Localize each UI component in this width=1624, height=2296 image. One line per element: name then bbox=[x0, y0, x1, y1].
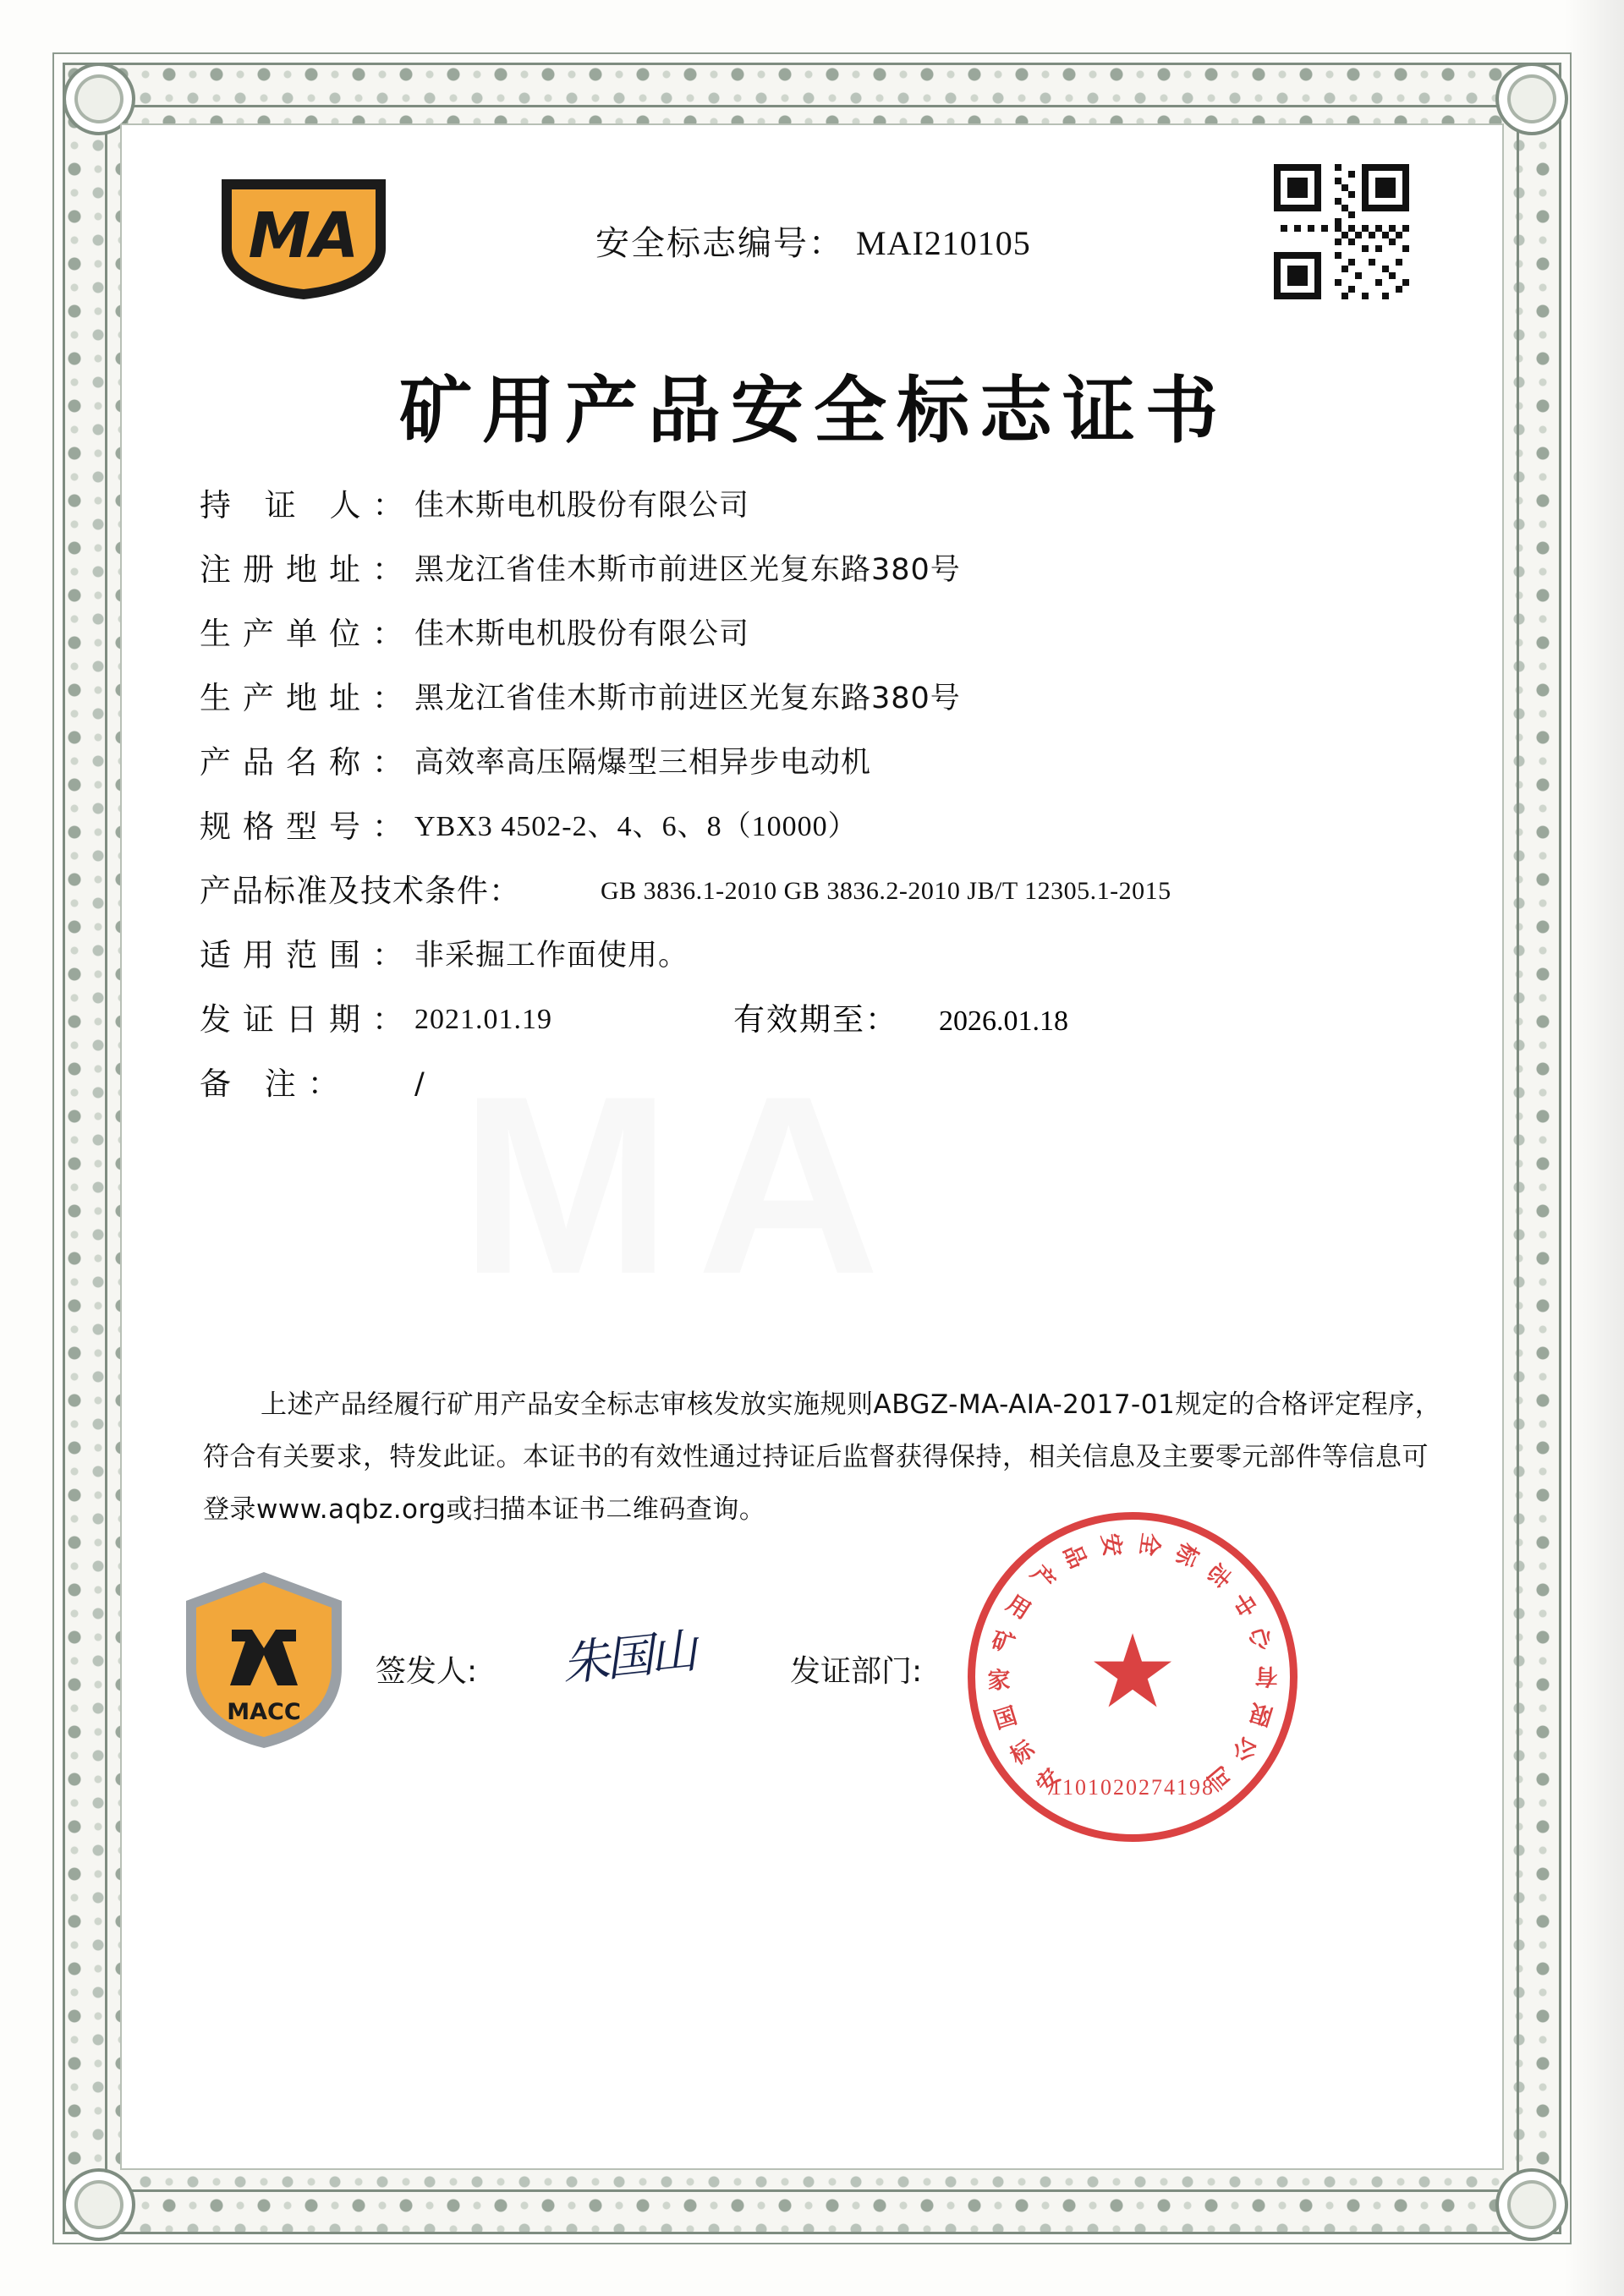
statement-paragraph: 上述产品经履行矿用产品安全标志审核发放实施规则ABGZ-MA-AIA-2017-01规定的合格评定程序，符合有关要求，特发此证。本证书的有效性通过持证后监督获得保持，相关信息及主要零元部件等信息可登录www.aqbz.org或扫描本证书二维码查询。 bbox=[203, 1389, 1442, 1525]
certificate-number-value: MAI210105 bbox=[856, 224, 1031, 262]
field-value-product-name: 高效率高压隔爆型三相异步电动机 bbox=[414, 746, 872, 780]
corner-medallion-bottom-left bbox=[63, 2168, 135, 2241]
field-row-registered-address bbox=[200, 538, 1443, 602]
field-row-scope bbox=[200, 923, 1443, 988]
field-value-manufacturer: 佳木斯电机股份有限公司 bbox=[414, 617, 750, 651]
issuing-department-label: 发证部门: bbox=[790, 1654, 923, 1689]
field-label-manufacturer: 生产单位： bbox=[200, 616, 415, 652]
field-value-standards: GB 3836.1-2010 GB 3836.2-2010 JB/T 12305.1-2015 bbox=[601, 877, 1171, 905]
field-label-standards: 产品标准及技术条件： bbox=[200, 873, 521, 909]
seal-ring-text: 安 标 国 家 矿 用 产 品 安 全 标 志 中 心 有 限 公 司 bbox=[987, 1531, 1278, 1799]
seal-star-icon: ★ bbox=[1087, 1616, 1178, 1729]
field-value-registered-address: 黑龙江省佳木斯市前进区光复东路380号 bbox=[414, 553, 961, 587]
field-label-model: 规格型号： bbox=[200, 808, 415, 845]
page-title: 矿用产品安全标志证书 bbox=[399, 368, 1228, 453]
field-row-dates bbox=[200, 988, 1443, 1052]
certificate-number-label: 安全标志编号： bbox=[595, 224, 844, 262]
watermark: MA bbox=[460, 1043, 906, 1327]
field-label-issue-date: 发证日期： bbox=[200, 1001, 415, 1038]
certificate-number bbox=[595, 216, 1031, 265]
field-value-model: YBX3 4502-2、4、6、8（10000） bbox=[414, 811, 858, 842]
field-list bbox=[200, 474, 1443, 1116]
field-label-production-address: 生产地址： bbox=[200, 680, 415, 716]
field-row-standards bbox=[200, 859, 1443, 923]
field-row-production-address bbox=[200, 666, 1443, 731]
svg-text:MACC: MACC bbox=[227, 1699, 301, 1725]
field-label-registered-address: 注册地址： bbox=[200, 551, 415, 588]
ma-logo-icon bbox=[215, 167, 392, 303]
scan-shadow bbox=[1565, 0, 1624, 2296]
field-label-holder: 持 证 人： bbox=[200, 487, 416, 523]
field-value-remark: / bbox=[414, 1067, 425, 1101]
field-value-expiry-date: 2026.01.18 bbox=[939, 1006, 1068, 1037]
field-value-issue-date: 2021.01.19 bbox=[414, 1004, 552, 1035]
field-row-remark bbox=[200, 1052, 1443, 1116]
field-value-scope: 非采掘工作面使用。 bbox=[414, 939, 689, 973]
field-label-remark: 备 注： bbox=[200, 1066, 351, 1102]
field-label-scope: 适用范围： bbox=[200, 937, 415, 973]
corner-medallion-top-right bbox=[1495, 63, 1568, 135]
certificate-content bbox=[120, 123, 1504, 2170]
field-value-production-address: 黑龙江省佳木斯市前进区光复东路380号 bbox=[414, 682, 961, 715]
macc-shield-icon bbox=[179, 1567, 348, 1753]
field-value-holder: 佳木斯电机股份有限公司 bbox=[414, 489, 750, 523]
svg-text:MA: MA bbox=[248, 200, 359, 272]
field-row-holder bbox=[200, 474, 1443, 538]
field-label-expiry-date: 有效期至： bbox=[733, 1001, 898, 1038]
field-label-product-name: 产品名称： bbox=[200, 744, 415, 781]
corner-medallion-bottom-right bbox=[1495, 2168, 1568, 2241]
signer-label: 签发人: bbox=[376, 1654, 478, 1689]
official-seal bbox=[968, 1512, 1298, 1842]
field-row-model bbox=[200, 795, 1443, 859]
field-row-product-name bbox=[200, 731, 1443, 795]
field-row-manufacturer bbox=[200, 602, 1443, 666]
qr-code-icon bbox=[1267, 157, 1416, 306]
signature: 朱国山 bbox=[559, 1625, 697, 1691]
seal-code: 1101020274198 bbox=[1050, 1775, 1215, 1800]
